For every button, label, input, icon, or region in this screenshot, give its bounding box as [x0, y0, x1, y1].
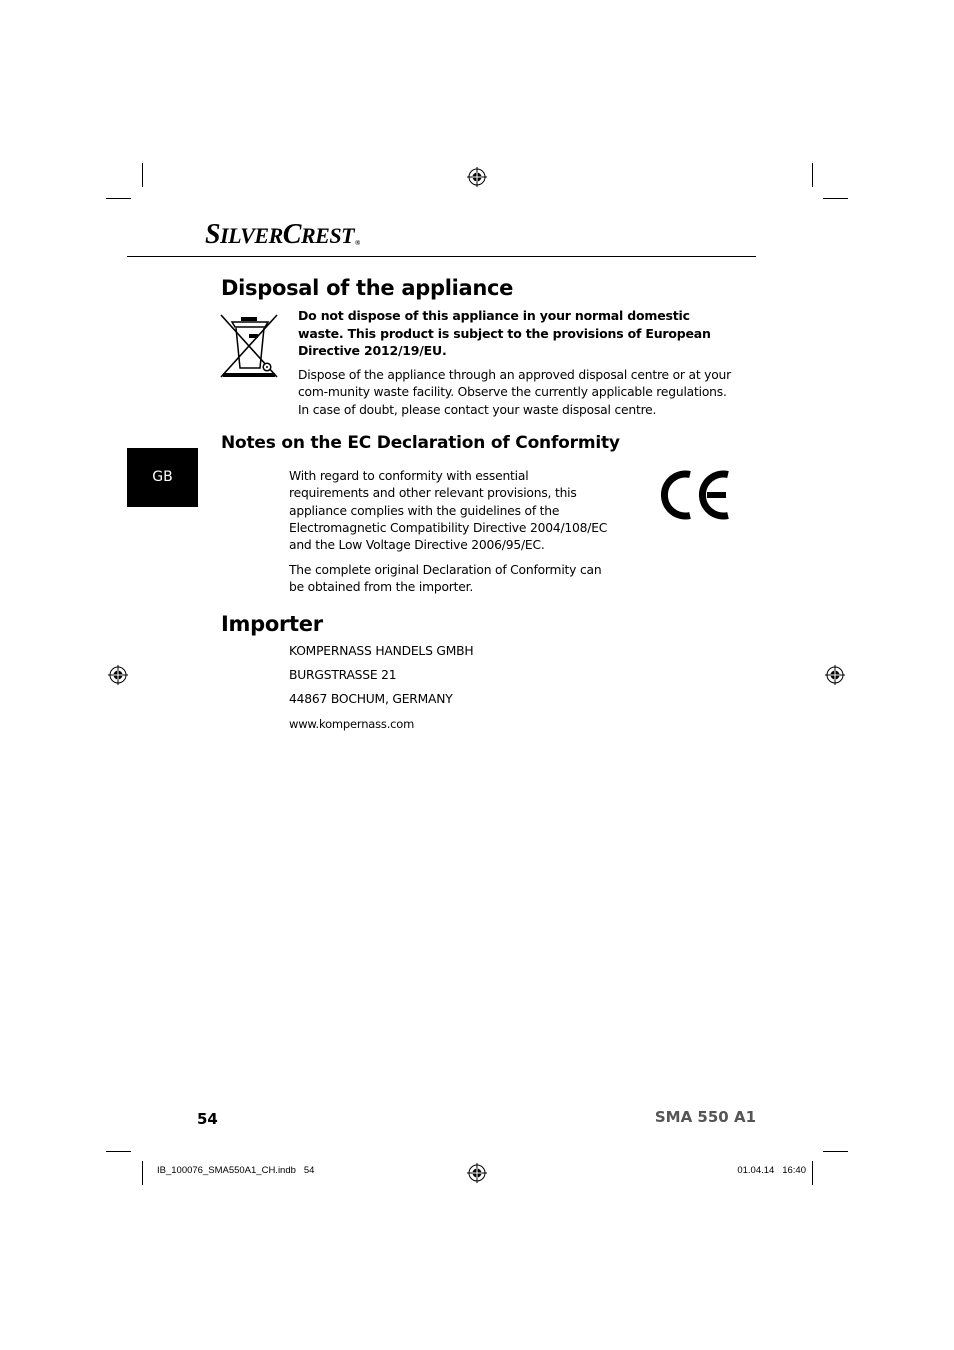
crop-mark: [142, 163, 143, 187]
page-number: 54: [197, 1110, 218, 1128]
crop-mark: [823, 1151, 848, 1152]
conformity-heading: Notes on the EC Declaration of Conformity: [221, 433, 620, 453]
importer-city: 44867 BOCHUM, GERMANY: [289, 692, 453, 706]
registration-mark-icon: [108, 665, 128, 685]
logo-letter: C: [282, 219, 301, 250]
crop-mark: [106, 198, 131, 199]
model-number: SMA 550 A1: [654, 1108, 756, 1126]
registration-mark-icon: [467, 167, 487, 187]
registered-mark: ®: [355, 239, 360, 247]
disposal-warning: Do not dispose of this appliance in your normal domestic waste. This product is subject to the provisions of European Directive 2012/19/EU.: [298, 308, 711, 358]
crossed-out-wheelie-bin-icon: [219, 313, 279, 379]
importer-street: BURGSTRASSE 21: [289, 668, 397, 682]
print-slug-datetime: 01.04.14 16:40: [737, 1165, 806, 1176]
disposal-instructions: Dispose of the appliance through an approved disposal centre or at your com-munity waste facility. Observe the currently applicable regulations. In case of doubt, please contact your waste disposal centre.: [298, 368, 732, 417]
conformity-availability-note: The complete original Declaration of Conformity can be obtained from the importer.: [289, 563, 602, 595]
importer-heading: Importer: [221, 612, 323, 636]
importer-company: KOMPERNASS HANDELS GMBH: [289, 644, 474, 658]
ce-mark-icon: [656, 469, 732, 521]
crop-mark: [812, 1161, 813, 1185]
language-tab: GB: [127, 448, 198, 507]
crop-mark: [812, 163, 813, 187]
crop-mark: [106, 1151, 131, 1152]
logo-text: ILVER: [220, 223, 283, 248]
conformity-statement: With regard to conformity with essential requirements and other relevant provisions, this appliance complies with the guidelines of the Electromagnetic Compatibility Directive 2004/108/EC and the Low Voltage Directive 2006/95/EC.: [289, 469, 608, 553]
crop-mark: [823, 198, 848, 199]
registration-mark-icon: [467, 1163, 487, 1183]
print-slug-file: IB_100076_SMA550A1_CH.indb 54: [157, 1165, 315, 1176]
registration-mark-icon: [825, 665, 845, 685]
logo-text: REST: [300, 223, 355, 248]
brand-logo: [205, 218, 360, 253]
header-divider: [127, 256, 756, 257]
importer-website: www.kompernass.com: [289, 717, 415, 731]
crop-mark: [142, 1161, 143, 1185]
logo-letter: S: [205, 219, 221, 250]
disposal-heading: Disposal of the appliance: [221, 276, 514, 300]
